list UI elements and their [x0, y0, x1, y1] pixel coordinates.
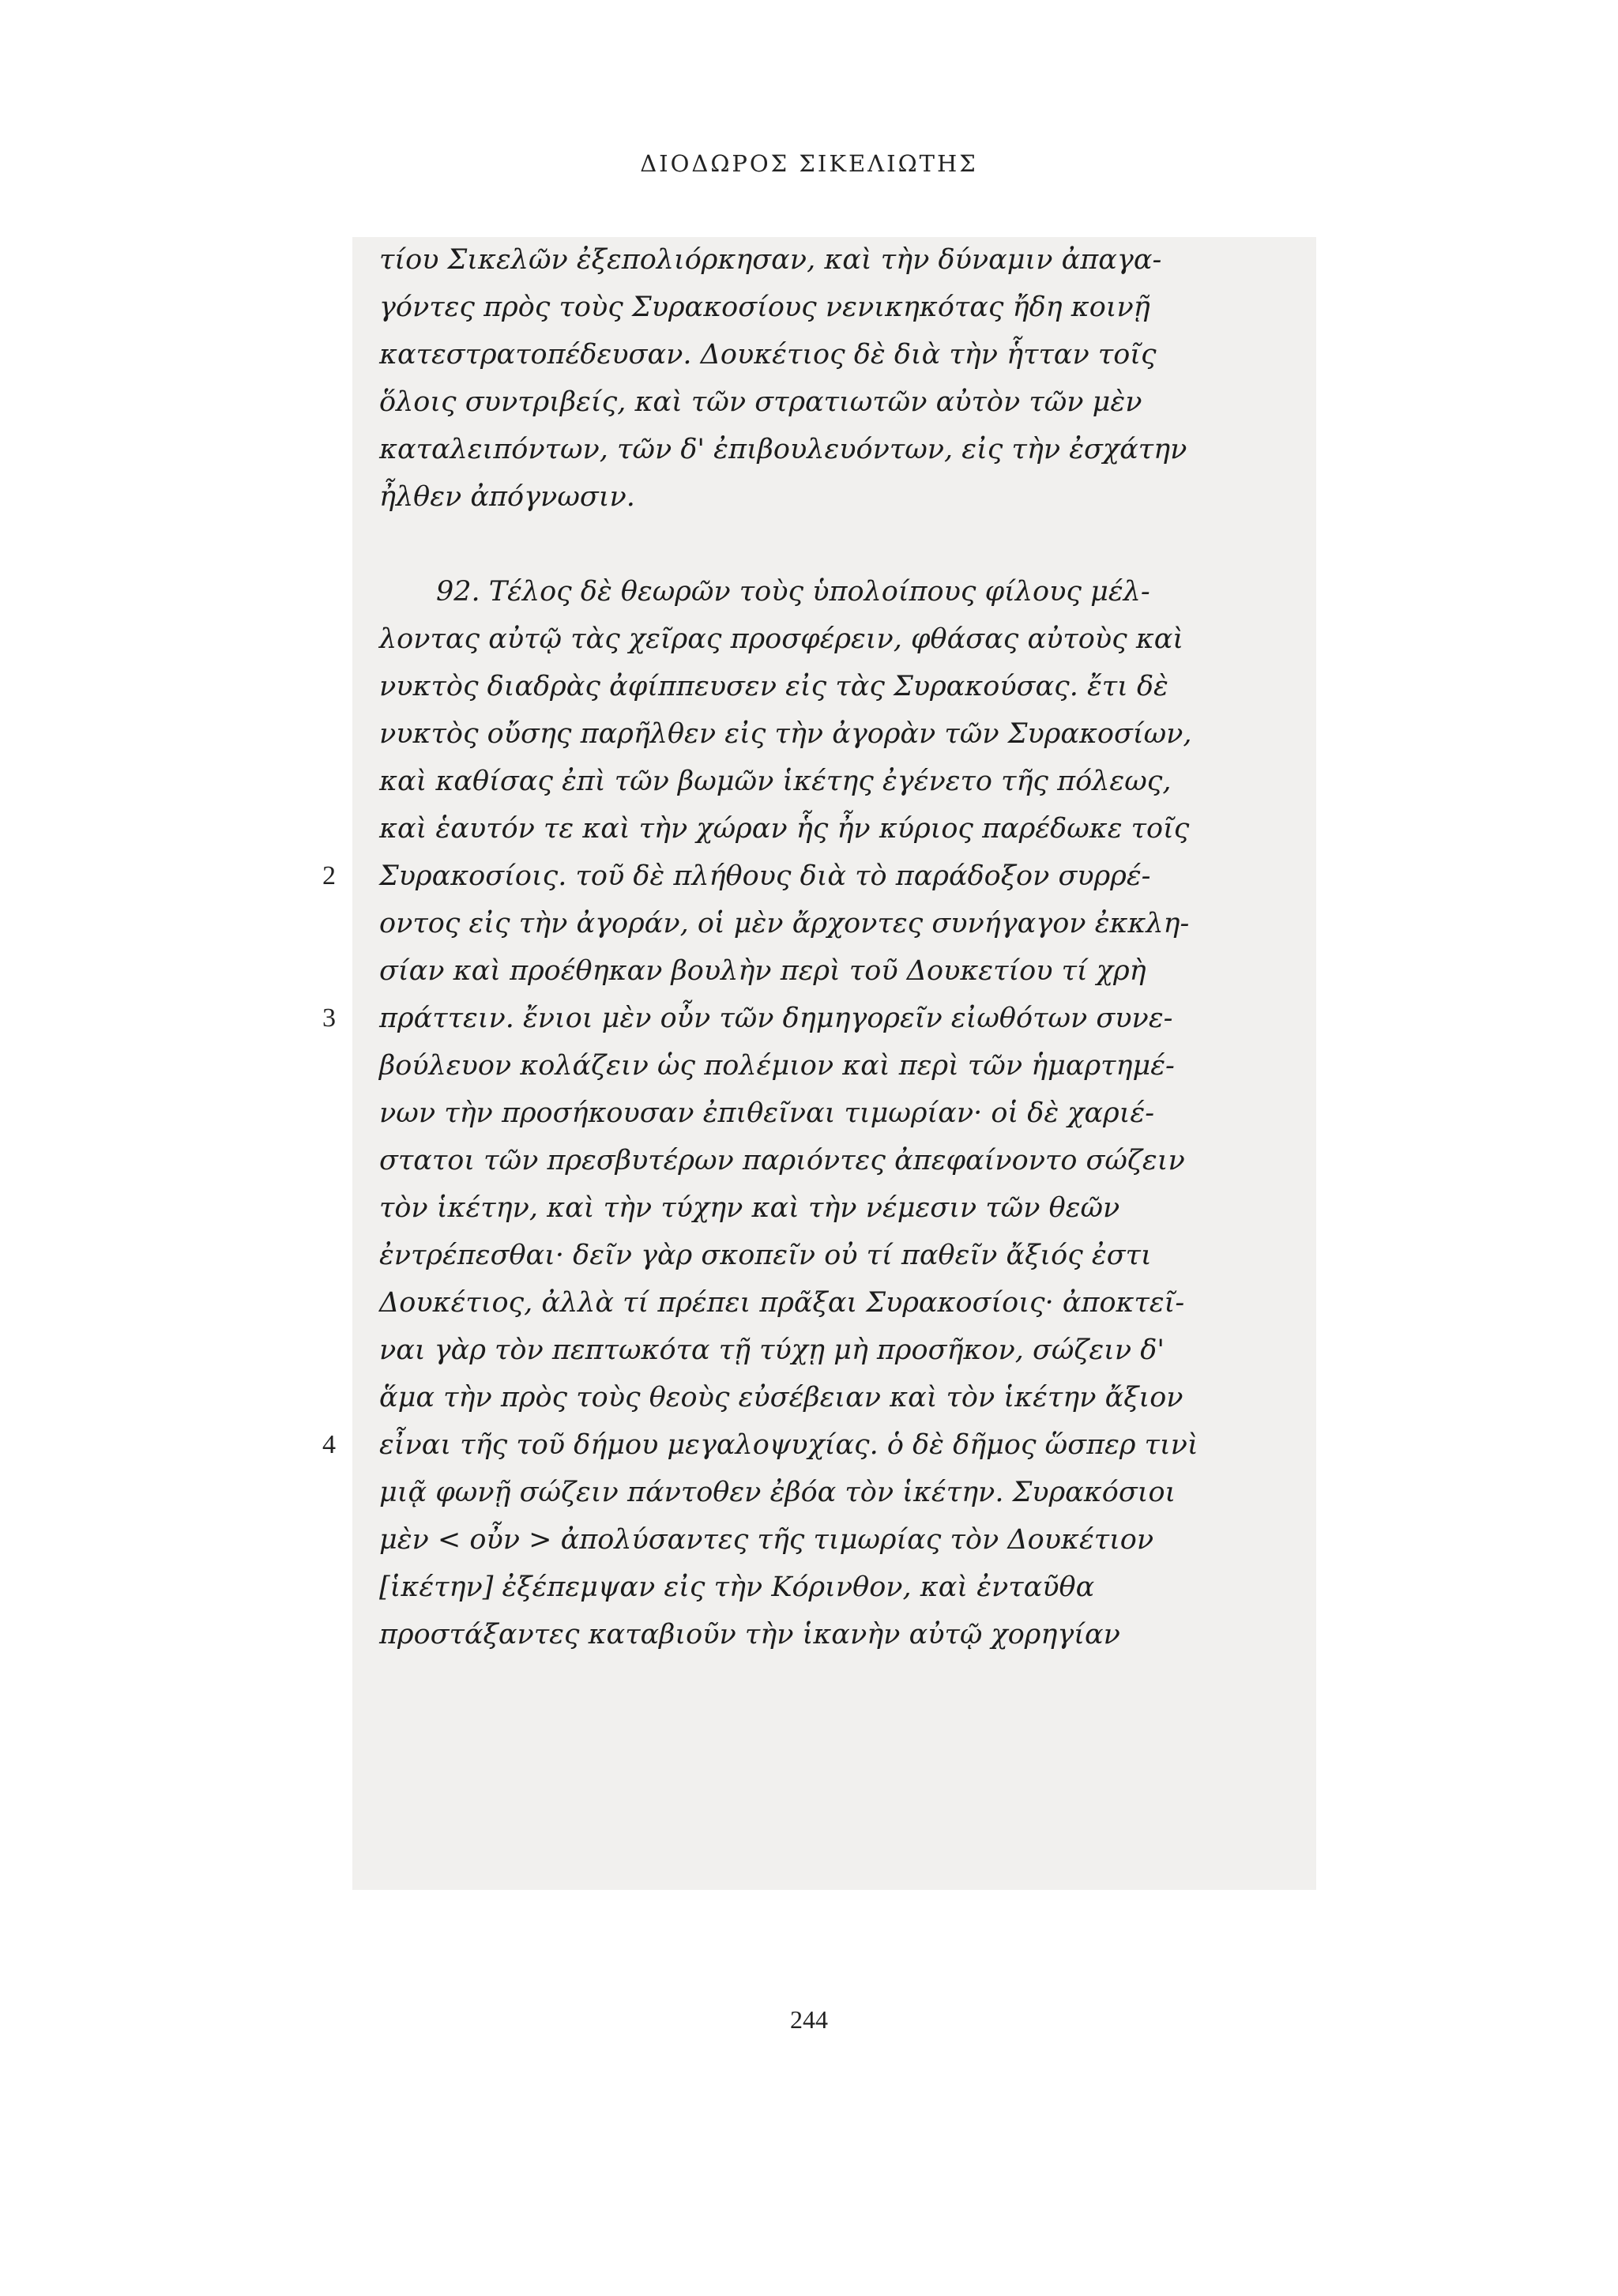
text-line: καὶ καθίσας ἐπὶ τῶν βωμῶν ἱκέτης ἐγένετο τῆς πόλεως, [379, 766, 1172, 797]
text-line: [ἱκέτην] ἐξέπεμψαν εἰς τὴν Κόρινθον, καὶ ἐνταῦθα [379, 1571, 1095, 1603]
text-line: νυκτὸς διαδρὰς ἀφίππευσεν εἰς τὰς Συρακούσας. ἔτι δὲ [379, 671, 1168, 702]
text-line: ὅλοις συντριβείς, καὶ τῶν στρατιωτῶν αὐτὸν τῶν μὲν [379, 386, 1142, 418]
text-line: Δουκέτιος, ἀλλὰ τί πρέπει πρᾶξαι Συρακοσίοις· ἀποκτεῖ- [379, 1287, 1185, 1319]
running-title: ΔΙΟΔΩΡΟΣ ΣΙΚΕΛΙΩΤΗΣ [640, 150, 978, 177]
text-line: πράττειν. ἔνιοι μὲν οὖν τῶν δημηγορεῖν εἰωθότων συνε- [379, 1003, 1173, 1034]
text-line: τὸν ἱκέτην, καὶ τὴν τύχην καὶ τὴν νέμεσιν τῶν θεῶν [379, 1192, 1120, 1224]
text-line: βούλευον κολάζειν ὡς πολέμιον καὶ περὶ τῶν ἡμαρτημέ- [379, 1050, 1175, 1082]
text-line: γόντες πρὸς τοὺς Συρακοσίους νενικηκότας ἤδη κοινῇ [379, 292, 1150, 323]
text-line: σίαν καὶ προέθηκαν βουλὴν περὶ τοῦ Δουκετίου τί χρὴ [379, 955, 1146, 987]
text-line: κατεστρατοπέδευσαν. Δουκέτιος δὲ διὰ τὴν ἧτταν τοῖς [379, 339, 1157, 371]
text-line: Συρακοσίοις. τοῦ δὲ πλήθους διὰ τὸ παράδοξον συρρέ- [379, 860, 1151, 892]
text-line: ἅμα τὴν πρὸς τοὺς θεοὺς εὐσέβειαν καὶ τὸν ἱκέτην ἄξιον [379, 1382, 1183, 1413]
text-line: μὲν < οὖν > ἀπολύσαντες τῆς τιμωρίας τὸν Δουκέτιον [379, 1524, 1154, 1556]
text-line: εἶναι τῆς τοῦ δήμου μεγαλοψυχίας. ὁ δὲ δῆμος ὥσπερ τινὶ [379, 1429, 1198, 1461]
text-line: τίου Σικελῶν ἐξεπολιόρκησαν, καὶ τὴν δύναμιν ἀπαγα- [379, 244, 1162, 276]
text-line: ναι γὰρ τὸν πεπτωκότα τῇ τύχῃ μὴ προσῆκον, σώζειν δ' [379, 1334, 1165, 1366]
text-line: ἐντρέπεσθαι· δεῖν γὰρ σκοπεῖν οὐ τί παθεῖν ἄξιός ἐστι [379, 1240, 1152, 1271]
text-line: νων τὴν προσήκουσαν ἐπιθεῖναι τιμωρίαν· οἱ δὲ χαριέ- [379, 1097, 1155, 1129]
section-number: 3 [322, 1003, 336, 1033]
section-number: 4 [322, 1430, 336, 1459]
text-line: μιᾷ φωνῇ σώζειν πάντοθεν ἐβόα τὸν ἱκέτην. Συρακόσιοι [379, 1477, 1176, 1508]
text-line: καὶ ἑαυτόν τε καὶ τὴν χώραν ἧς ἦν κύριος παρέδωκε τοῖς [379, 813, 1190, 845]
text-line: νυκτὸς οὔσης παρῆλθεν εἰς τὴν ἀγορὰν τῶν Συρακοσίων, [379, 718, 1192, 750]
section-number: 2 [322, 861, 336, 890]
text-line: 92. Τέλος δὲ θεωρῶν τοὺς ὑπολοίπους φίλους μέλ- [436, 576, 1150, 608]
text-line: ἦλθεν ἀπόγνωσιν. [379, 481, 635, 513]
text-line: οντος εἰς τὴν ἀγοράν, οἱ μὲν ἄρχοντες συνήγαγον ἐκκλη- [379, 908, 1190, 939]
page-number: 244 [790, 2005, 828, 2034]
text-line: λοντας αὐτῷ τὰς χεῖρας προσφέρειν, φθάσας αὐτοὺς καὶ [379, 623, 1184, 655]
text-line: προστάξαντες καταβιοῦν τὴν ἱκανὴν αὐτῷ χορηγίαν [379, 1619, 1120, 1650]
text-line: στατοι τῶν πρεσβυτέρων παριόντες ἀπεφαίνοντο σώζειν [379, 1145, 1185, 1176]
text-line: καταλειπόντων, τῶν δ' ἐπιβουλευόντων, εἰς τὴν ἐσχάτην [379, 434, 1187, 465]
